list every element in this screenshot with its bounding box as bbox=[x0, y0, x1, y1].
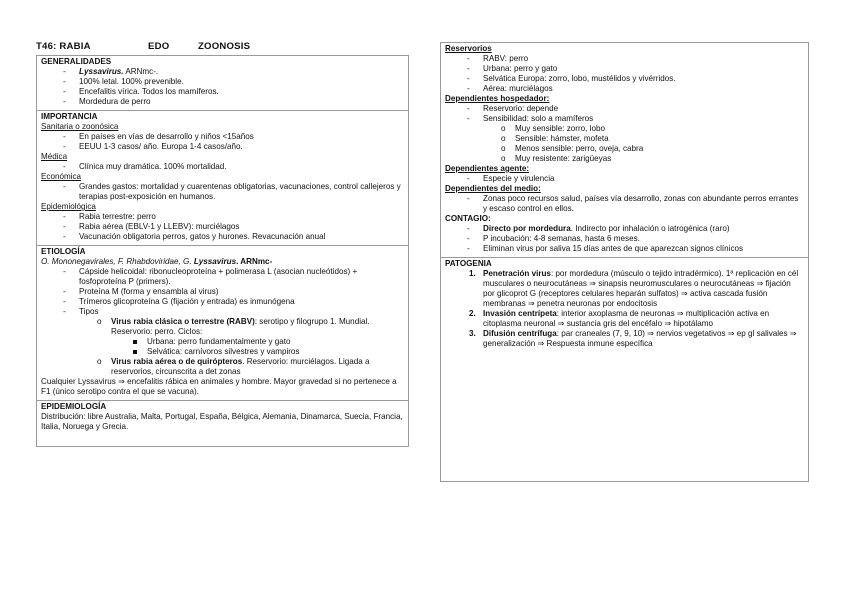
topic-code: T46: RABIA bbox=[36, 41, 91, 52]
subheading: Reservorios bbox=[445, 44, 492, 53]
stage-detail: : interior axoplasma de neuronas ⇒ multiplicación activa en citoplasma neuronal ⇒ sustancia gris del encéfalo ⇒ hipotálamo bbox=[483, 309, 770, 328]
list-item: - Urbana: perro y gato bbox=[445, 64, 804, 74]
patogenia-heading: PATOGENIA bbox=[445, 259, 492, 268]
left-column bbox=[36, 55, 409, 447]
stage-detail: : por mordedura (músculo o tejido intradérmico). 1ª replicación en cél musculares o neurocutáneas ⇒ sinapsis neuromusculares o neurocutáneas ⇒ fijación por glicoprot G (receptores celulares heparán sulfatos) ⇒ activa cascada fusión membranas ⇒ penetra neuronas por endocitosis bbox=[483, 269, 799, 308]
type-name: Virus rabia clásica o terrestre (RABV) bbox=[111, 317, 255, 326]
genus-name: Lyssavirus bbox=[193, 257, 237, 266]
importancia-heading: IMPORTANCIA bbox=[41, 112, 98, 121]
stage-name: Penetración virus bbox=[483, 269, 551, 278]
generalidades-section bbox=[37, 56, 408, 111]
list-item: - RABV: perro bbox=[445, 54, 804, 64]
genome-type: . ARNmc- bbox=[236, 257, 273, 266]
list-item: - Cápside helicoidal: ribonucleoproteína + polimerasa L (asocian nucleótidos) + fosfoproteína P (primers). bbox=[41, 267, 404, 287]
list-item bbox=[41, 67, 404, 77]
list-item: - Grandes gastos: mortalidad y cuarentenas obligatorias, vacunaciones, control callejeros y terapias post-exposición en humanos. bbox=[41, 182, 404, 202]
bullet-item: Selvática: carnívoros silvestres y vampiros bbox=[41, 347, 404, 357]
subheading: Económica bbox=[41, 172, 82, 181]
patogenia-section bbox=[441, 258, 808, 482]
subheading: Dependientes hospedador: bbox=[445, 94, 550, 103]
epidemiologia-section bbox=[37, 401, 408, 447]
etiologia-note: Cualquier Lyssavirus ⇒ encefalitis rábica en animales y hombre. Mayor gravedad si no pertenece a F1 (único serotipo contra el que se vacuna). bbox=[41, 377, 397, 396]
list-item: - Rabia terrestre: perro bbox=[41, 212, 404, 222]
list-item: - Zonas poco recursos salud, países vía desarrollo, zonas con abundante perros errantes y escaso control en ellos. bbox=[445, 194, 804, 214]
list-item: - Clínica muy dramática. 100% mortalidad. bbox=[41, 162, 404, 172]
item-number: 2. bbox=[469, 309, 476, 318]
list-item: - Reservorio: depende bbox=[445, 104, 804, 114]
contagio-route-detail: . Indirecto por inhalación o iatrogénica (raro) bbox=[570, 224, 730, 233]
taxonomy-line bbox=[41, 257, 404, 267]
type-name: Virus rabia aérea o de quirópteros bbox=[111, 357, 243, 366]
list-item: - Sensibilidad: solo a mamíferos bbox=[445, 114, 804, 124]
numbered-item bbox=[445, 329, 804, 349]
topic-type: ZOONOSIS bbox=[198, 41, 251, 52]
list-item: - P incubación: 4-8 semanas, hasta 6 meses. bbox=[445, 234, 804, 244]
list-item: - Tipos bbox=[41, 307, 404, 317]
list-item: - Especie y virulencia bbox=[445, 174, 804, 184]
epidemiologia-heading: EPIDEMIOLOGÍA bbox=[41, 402, 107, 411]
list-item: - Eliminan virus por saliva 15 días antes de que aparezcan signos clínicos bbox=[445, 244, 804, 254]
list-item: - Proteína M (forma y ensambla al virus) bbox=[41, 287, 404, 297]
sub-list-item: o Sensible: hámster, mofeta bbox=[445, 134, 804, 144]
stage-name: Difusión centrífuga bbox=[483, 329, 557, 338]
sub-list-item: o Muy sensible: zorro, lobo bbox=[445, 124, 804, 134]
bullet-item: Urbana: perro fundamentalmente y gato bbox=[41, 337, 404, 347]
taxonomy-text: O. Mononegavirales, F. Rhabdoviridae, G. bbox=[41, 257, 194, 266]
item-number: 1. bbox=[469, 269, 476, 278]
contagio-heading: CONTAGIO: bbox=[445, 214, 491, 223]
subheading: Dependientes del medio: bbox=[445, 184, 541, 193]
importancia-section bbox=[37, 111, 408, 246]
subheading: Dependientes agente: bbox=[445, 164, 530, 173]
contagio-route: Directo por mordedura bbox=[483, 224, 571, 233]
list-item: - En países en vías de desarrollo y niños <15años bbox=[41, 132, 404, 142]
numbered-item bbox=[445, 309, 804, 329]
right-column bbox=[440, 42, 809, 482]
sub-list-item bbox=[41, 317, 404, 337]
sub-list-item: o Muy resistente: zarigüeyas bbox=[445, 154, 804, 164]
list-item: - Selvática Europa: zorro, lobo, mustélidos y vivérridos. bbox=[445, 74, 804, 84]
topic-org: EDO bbox=[148, 41, 170, 52]
list-item: - Aérea: murciélagos bbox=[445, 84, 804, 94]
numbered-item bbox=[445, 269, 804, 309]
list-item: - Rabia aérea (EBLV-1 y LLEBV): murciélagos bbox=[41, 222, 404, 232]
stage-name: Invasión centrípeta bbox=[483, 309, 557, 318]
virus-name: Lyssavirus. bbox=[79, 67, 124, 76]
subheading: Sanitaria o zoonósica bbox=[41, 122, 119, 131]
subheading: Médica bbox=[41, 152, 68, 161]
list-item: - Encefalitis vírica. Todos los mamíferos. bbox=[41, 87, 404, 97]
list-item: - Vacunación obligatoria perros, gatos y hurones. Revacunación anual bbox=[41, 232, 404, 242]
list-item: - Mordedura de perro bbox=[41, 97, 404, 107]
item-number: 3. bbox=[469, 329, 476, 338]
epidemiologia-text: Distribución: libre Australia, Malta, Portugal, España, Bélgica, Alemania, Dinamarca, Suecia, Francia, Italia, Noruega y Grecia. bbox=[41, 412, 403, 431]
generalidades-heading: GENERALIDADES bbox=[41, 57, 112, 66]
stage-detail: : par craneales (7, 9, 10) ⇒ nervios vegetativos ⇒ ep gl salivales ⇒ generalización ⇒ Respuesta inmune específica bbox=[483, 329, 797, 348]
etiologia-section bbox=[37, 246, 408, 401]
etiologia-heading: ETIOLOGÍA bbox=[41, 247, 86, 256]
list-item bbox=[445, 224, 804, 234]
list-item: - 100% letal. 100% prevenible. bbox=[41, 77, 404, 87]
subheading: Epidemiológica bbox=[41, 202, 96, 211]
type-detail: : serotipo y filogrupo 1. Mundial. Reservorio: perro. Ciclos: bbox=[111, 317, 370, 336]
list-item: - EEUU 1-3 casos/ año. Europa 1-4 casos/año. bbox=[41, 142, 404, 152]
sub-list-item bbox=[41, 357, 404, 377]
epidemiologia-factors-section bbox=[441, 43, 808, 258]
virus-genome: ARNmc-. bbox=[123, 67, 159, 76]
list-item: - Trímeros glicoproteína G (fijación y entrada) es inmunógena bbox=[41, 297, 404, 307]
type-detail: . Reservorio: murciélagos. Ligada a reservorios, circunscrita a det zonas bbox=[111, 357, 370, 376]
sub-list-item: o Menos sensible: perro, oveja, cabra bbox=[445, 144, 804, 154]
